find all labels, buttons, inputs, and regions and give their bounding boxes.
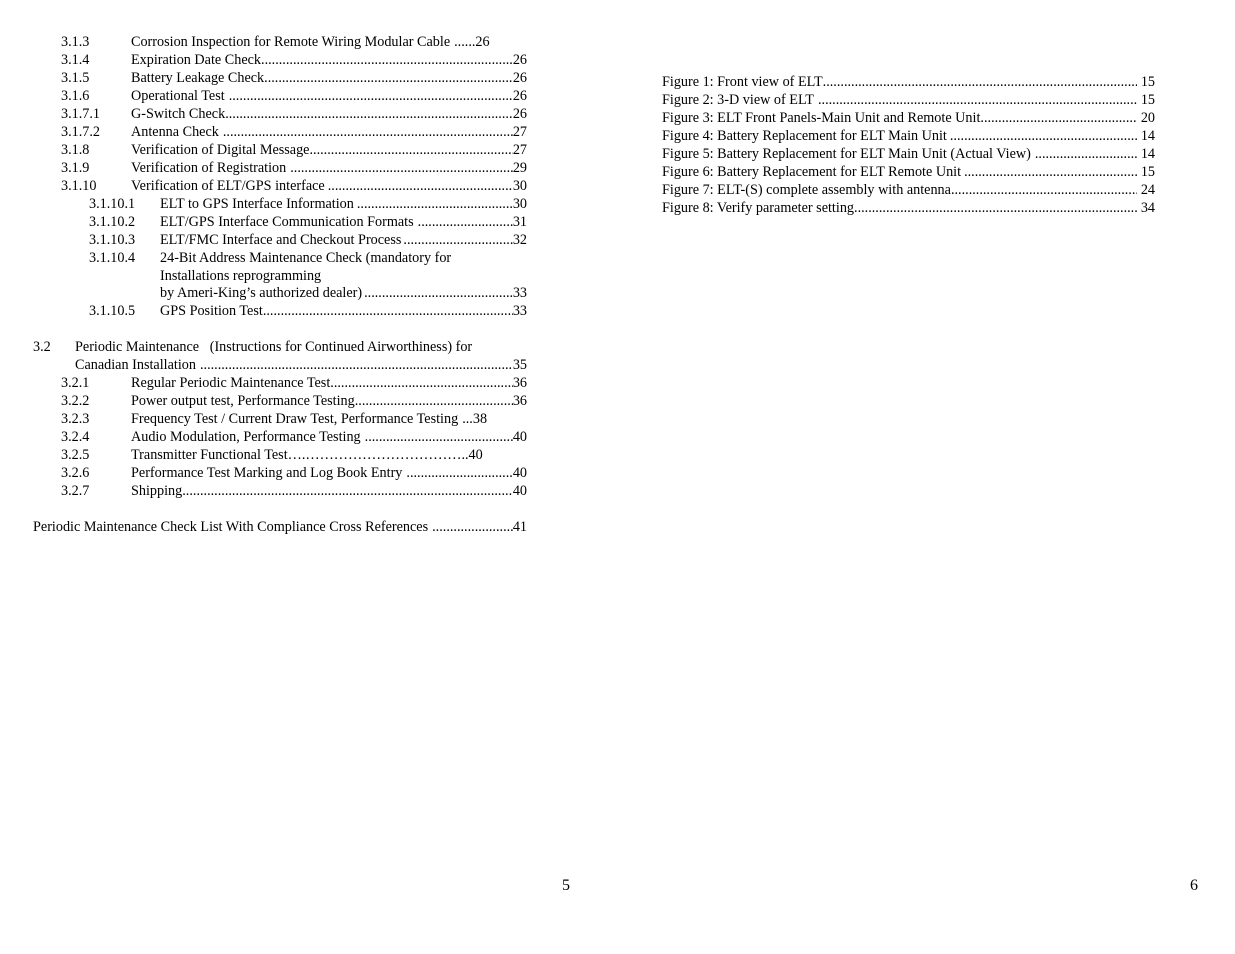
toc-entry[interactable]: 3.2.3 Frequency Test / Current Draw Test, Performance Testing ... 38: [61, 411, 488, 427]
figure-entry-page: 14: [1140, 146, 1155, 162]
right-page: [617, 0, 1235, 954]
toc-entry-page: 27: [512, 142, 527, 158]
toc-entry-page: 26: [512, 88, 527, 104]
toc-entry[interactable]: 3.1.6 Operational Test ..... 26: [0, 87, 617, 105]
toc-entry-title: Installations reprogramming: [160, 268, 322, 284]
toc-entry[interactable]: 3.1.10 Verification of ELT/GPS interface ..... 30: [0, 177, 617, 195]
toc-entry[interactable]: 3.2 Periodic Maintenance (Instructions for Continued Airworthiness) for: [33, 339, 473, 355]
toc-entry-title: Regular Periodic Maintenance Test: [131, 375, 331, 391]
figure-entry[interactable]: [662, 163, 1155, 181]
page-number: 6: [1190, 877, 1198, 894]
toc-entry-title: Verification of ELT/GPS interface: [131, 178, 325, 194]
toc-entry-page: 26: [512, 70, 527, 86]
toc-entry[interactable]: 3.1.10.1 ELT to GPS Interface Information ..... 30: [0, 195, 617, 213]
toc-entry-page: 26: [475, 34, 490, 50]
toc-entry-leader: ......: [454, 34, 476, 50]
toc-entry-continuation[interactable]: [0, 284, 617, 302]
figure-entry[interactable]: [662, 127, 1155, 145]
toc-entry-continuation[interactable]: [0, 356, 617, 374]
toc-entry-title: Antenna Check: [131, 124, 219, 140]
figure-entry-title: Figure 5: Battery Replacement for ELT Main Unit (Actual View): [662, 146, 1031, 162]
toc-entry[interactable]: 3.1.10.4 24-Bit Address Maintenance Check (mandatory for: [89, 250, 452, 266]
toc-entry-page: 32: [512, 232, 527, 248]
figure-entry-title: Figure 8: Verify parameter setting: [662, 200, 855, 216]
toc-entry-title: Verification of Registration: [131, 160, 287, 176]
toc-entry-page: 30: [512, 196, 527, 212]
toc-entry-page: 26: [512, 52, 527, 68]
figure-entry[interactable]: [662, 73, 1155, 91]
figure-entry-page: 34: [1140, 200, 1155, 216]
toc-entry[interactable]: 3.2.6 Performance Test Marking and Log Book Entry ..... 40: [0, 464, 617, 482]
figure-entry-page: 14: [1140, 128, 1155, 144]
toc-entry[interactable]: [0, 518, 617, 536]
toc-entry-title: GPS Position Test: [160, 303, 263, 319]
toc-entry-page: 33: [512, 285, 527, 301]
toc-entry-title: ELT/GPS Interface Communication Formats: [160, 214, 414, 230]
figure-entry-title: Figure 3: ELT Front Panels-Main Unit and Remote Unit: [662, 110, 981, 126]
toc-entry-title: Shipping: [131, 483, 183, 499]
toc-entry-leader: ...: [462, 411, 473, 427]
toc-entry-page: 40: [512, 429, 527, 445]
toc-entry[interactable]: 3.1.8 Verification of Digital Message ..... 27: [0, 141, 617, 159]
toc-entry-title: ELT/FMC Interface and Checkout Process: [160, 232, 402, 248]
toc-entry-title: Audio Modulation, Performance Testing: [131, 429, 361, 445]
toc-entry[interactable]: 3.1.7.1 G-Switch Check ..... 26: [0, 105, 617, 123]
toc-entry-page: 27: [512, 124, 527, 140]
toc-entry-page: 29: [512, 160, 527, 176]
toc-entry[interactable]: 3.1.10.2 ELT/GPS Interface Communication Formats ..... 31: [0, 213, 617, 231]
toc-entry-title: Battery Leakage Check: [131, 70, 265, 86]
toc-entry-title: ELT to GPS Interface Information: [160, 196, 354, 212]
toc-entry[interactable]: 3.1.10.5 GPS Position Test ..... 33: [0, 302, 617, 320]
figure-entry[interactable]: [662, 91, 1155, 109]
toc-entry[interactable]: 3.2.1 Regular Periodic Maintenance Test ..... 36: [0, 374, 617, 392]
toc-entry-continuation: [0, 267, 617, 285]
figure-entry-page: 15: [1140, 92, 1155, 108]
figure-entry-title: Figure 4: Battery Replacement for ELT Main Unit: [662, 128, 947, 144]
figure-entry-title: Figure 2: 3-D view of ELT: [662, 92, 814, 108]
figure-entry-title: Figure 6: Battery Replacement for ELT Remote Unit: [662, 164, 962, 180]
figure-entry[interactable]: [662, 145, 1155, 163]
toc-entry-page: 33: [512, 303, 527, 319]
figure-entry[interactable]: [662, 199, 1155, 217]
toc-entry-title: Frequency Test / Current Draw Test, Performance Testing: [131, 411, 459, 427]
toc-entry-title: Expiration Date Check: [131, 52, 262, 68]
toc-entry[interactable]: 3.1.10.3 ELT/FMC Interface and Checkout Process ..... 32: [0, 231, 617, 249]
toc-entry-title: Periodic Maintenance Check List With Compliance Cross References: [33, 519, 429, 535]
figure-entry-title: Figure 1: Front view of ELT: [662, 74, 823, 90]
figure-entry-page: 15: [1140, 164, 1155, 180]
toc-entry-page: 36: [512, 393, 527, 409]
figure-entry[interactable]: [662, 109, 1155, 127]
toc-entry-title: Verification of Digital Message: [131, 142, 310, 158]
left-page: [0, 0, 617, 954]
toc-entry-title: Transmitter Functional Test….……………………………..40: [131, 447, 483, 463]
toc-entry-title: 24-Bit Address Maintenance Check (mandatory for: [160, 250, 452, 266]
figure-entry-title: Figure 7: ELT-(S) complete assembly with antenna: [662, 182, 951, 198]
toc-entry[interactable]: 3.2.5 Transmitter Functional Test….……………………………..40: [61, 447, 483, 463]
toc-entry-page: 40: [512, 465, 527, 481]
toc-entry[interactable]: 3.1.4 Expiration Date Check ..... 26: [0, 51, 617, 69]
toc-entry-title: Canadian Installation: [75, 357, 196, 373]
figure-entry[interactable]: [662, 181, 1155, 199]
toc-entry-title: Power output test, Performance Testing: [131, 393, 355, 409]
toc-entry[interactable]: 3.2.7 Shipping ..... 40: [0, 482, 617, 500]
toc-entry-page: 38: [472, 411, 488, 427]
toc-entry-page: 26: [512, 106, 527, 122]
figure-entry-page: 24: [1140, 182, 1155, 198]
figure-entry-page: 20: [1140, 110, 1155, 126]
toc-entry-title: by Ameri-King’s authorized dealer): [160, 285, 363, 301]
toc-entry-title: G-Switch Check: [131, 106, 226, 122]
toc-entry-page: 30: [512, 178, 527, 194]
toc-entry-page: 31: [512, 214, 527, 230]
toc-entry[interactable]: 3.1.5 Battery Leakage Check ..... 26: [0, 69, 617, 87]
toc-entry[interactable]: 3.1.9 Verification of Registration ..... 29: [0, 159, 617, 177]
toc-entry-page: 40: [512, 483, 527, 499]
toc-entry-page: 41: [512, 519, 527, 535]
toc-entry-title: Corrosion Inspection for Remote Wiring Modular Cable: [131, 34, 451, 50]
toc-entry-page: 36: [512, 375, 527, 391]
toc-entry-title: Performance Test Marking and Log Book Entry: [131, 465, 403, 481]
page-number: 5: [562, 877, 570, 894]
toc-entry[interactable]: 3.2.4 Audio Modulation, Performance Testing ..... 40: [0, 428, 617, 446]
toc-entry[interactable]: 3.2.2 Power output test, Performance Testing ..... 36: [0, 392, 617, 410]
toc-entry-title: Periodic Maintenance (Instructions for Continued Airworthiness) for: [75, 339, 473, 355]
toc-entry-title: Operational Test: [131, 88, 225, 104]
toc-entry[interactable]: 3.1.3 Corrosion Inspection for Remote Wiring Modular Cable ...... 26: [61, 34, 490, 50]
figure-entry-page: 15: [1140, 74, 1155, 90]
toc-entry[interactable]: 3.1.7.2 Antenna Check ..... 27: [0, 123, 617, 141]
toc-entry-page: 35: [512, 357, 527, 373]
